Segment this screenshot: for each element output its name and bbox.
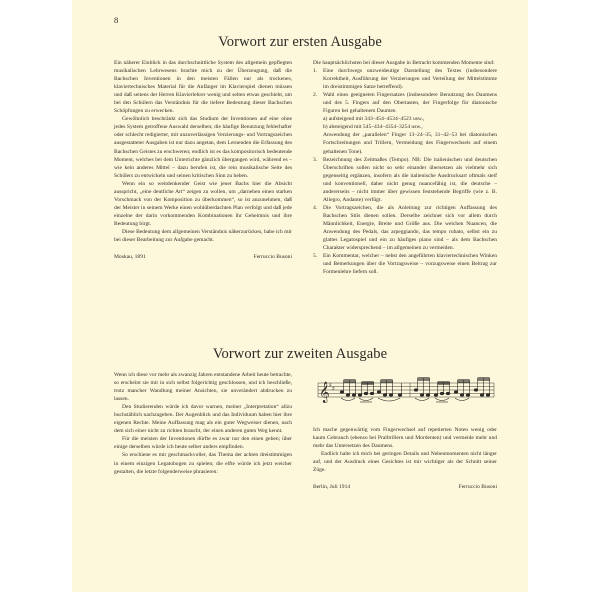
list-item <box>313 156 497 204</box>
svg-text:♯: ♯ <box>332 385 335 393</box>
list-intro: Die hauptsächlichsten bei dieser Ausgabe in Betracht kommenden Momente sind: <box>313 60 495 66</box>
page-number: 8 <box>114 15 119 25</box>
sub-item: b) absteigend mit 545–434–4354–3254 usw., <box>323 124 423 131</box>
list-number: 1. <box>313 68 318 75</box>
list-item <box>313 67 497 91</box>
music-notation-icon <box>316 374 498 408</box>
paragraph: Gewöhnlich beschränkt sich das Studium der Inventionen auf eine ohne jedes System getroffene Auswahl derselben; die häufige Benutzung fehlerhafter oder schlecht redigierter, mit unzuverlässigen Verzierungs- und Vortragszeichen ausgestatteter Ausgaben ist nur dazu angetan, dem Lernenden die Erfassung des Bachschen Geistes zu erschweren; endlich ist es das kompositorisch bedeutende Moment, welches bei dem Unterrichte gänzlich übergangen wird, während es – wie kein anderes Mittel – dazu berufen ist, die rein musikalische Seite des Schülers zu entwickeln und seinen kritischen Sinn zu heben. <box>114 116 292 179</box>
list-item <box>313 252 497 276</box>
list-number: 2. <box>313 92 318 99</box>
first-preface-left-column <box>114 59 292 261</box>
second-preface-title: Vorwort zur zweiten Ausgabe <box>212 346 388 362</box>
list-text-tail: Anwendung der „parallelen“ Finger 13–24–35, 31–42–53 bei diatonischen Fortschreitungen und Trillern, Vermeidung des Fingerwechsels auf einem gehaltenen Tone). <box>323 132 497 155</box>
book-page <box>72 0 528 592</box>
svg-text:𝄞: 𝄞 <box>319 382 330 403</box>
list-item <box>313 204 497 252</box>
paragraph: Wenn ich diese vor mehr als zwanzig Jahren entstandene Arbeit heute betrachte, so erscheint sie mir in sich selbst folgerichtig geschlossen, und ich beschließe, trotz mancher Wandlung meiner Ansichten, sie unverändert abdrucken zu lassen. <box>114 372 292 403</box>
list-text: Bezeichnung des Zeitmaßes (Tempo). NB: Die italienischen und deutschen Überschriften sollen nicht so sehr einander übersetzen als vielmehr sich gegenseitig ergänzen, insofern als die italienische Ausdrucksart oftmals steif und konventionell, daher nicht genug nuancefähig ist, die deutsche – andererseits – nicht immer über gewissen feststehende Begriffe (wie z. B. Allegro, Andante) verfügt. <box>323 156 497 203</box>
list-number: 3. <box>313 156 318 163</box>
paragraph: Den Studierenden würde ich davor warnen, meiner „Interpretation“ allzu buchstäblich nachzugeben. Der Augenblick und das Individuum haben hier ihre eigenen Rechte. Meine Auffassung mag als ein guter Wegweiser dienen, nach dem sich einer nicht zu richten braucht, der einen anderen guten Weg kennt. <box>114 404 292 435</box>
place-date: Moskau, 1891 <box>114 254 146 261</box>
second-preface-left-column <box>114 371 292 476</box>
paragraph: Für die meisten der Inventionen dürfte es zwar nur den einen geben; über einige derselben würde ich heute selber anders empfinden. <box>114 436 292 451</box>
paragraph: Ich mache gegenwärtig vom Fingerwechsel auf repetierten Noten wenig oder kaum Gebrauch (ebenso bei Pralltrillern und Mordenten) und vermeide mehr und mehr das Untersetzen des Daumens. <box>313 427 497 450</box>
paragraph: Ein näherer Einblick in das durchschnittliche System des allgemein gepflegten musikalischen Lehrwesens brachte mich zu der Überzeugung, daß die Bachschen Inventionen in den meisten Fällen nur als trockenes, klaviertechnisches Material für die Anfänger im Klavierspiel dienen müssen und daß seitens der Herren Klavierlehrer wenig und selten etwas geschieht, um bei den Schülern das Verständnis für die tiefere Bedeutung dieser Bachschen Schöpfungen zu erwecken. <box>114 60 292 115</box>
signature: Ferruccio Busoni <box>458 484 497 491</box>
first-preface-right-column <box>313 59 497 276</box>
paragraph: Endlich halte ich mich bei geringen Details und Nebenmomenten nicht länger auf, und der Ausdruck eines Gesichtes ist mir wichtiger als der Schnitt seiner Züge. <box>313 451 497 474</box>
signature: Ferruccio Busoni <box>253 254 292 261</box>
svg-text:♯: ♯ <box>329 382 332 389</box>
paragraph: So erschiene es mir geschmackvoller, das Thema der achten dreistimmigen in einem einzigen Legatobogen zu spielen; die elfte würde ich jetzt weicher gestalten, die letzte folgenderweise phrasieren: <box>114 452 292 475</box>
paragraph: Diese Bedeutung dem allgemeinen Verständnis näherzurücken, habe ich mir bei dieser Bearbeitung zur Aufgabe gemacht. <box>114 228 292 244</box>
list-text: Wahl eines geeigneten Fingersatzes (insbesondere Benutzung des Daumens und des 5. Fingers auf den Obertasten, der Fingerfolge für diatonische Figuren bei gehaltenem Daumen <box>323 92 497 115</box>
list-text: Eine durchwegs unzweideutige Darstellung des Textes (insbesondere Korrektheit, Ausführung der Verzierungen und Verteilung der Mittelstimme im dreistimmigen Satze betreffend). <box>323 68 497 91</box>
list-number: 5. <box>313 253 318 260</box>
paragraph: Wenn ein so weitdenkender Geist wie jener Bachs hier die Absicht ausspricht, „eine deutliche Art“ zeigen zu wollen, um „darneben einen starken Vorschmack von der Komposition zu überkommen“, so ist anzunehmen, daß der Meister in seinem Werke einen wohlüberdachten Plan verfolgt und daß jede einzelne der darin vorkommenden Kombinationen ihr Geheimnis und ihre Bedeutung birgt. <box>114 180 292 227</box>
signature-line <box>114 253 292 261</box>
points-list <box>313 67 497 276</box>
list-text: Die Vortragszeichen, die als Anleitung zur richtigen Auffassung des Bachschen Stils dienen sollen. Derselbe zeichnet sich vor allem durch Männlichkeit, Energie, Breite und Größe aus. Die weichen Nuancen, die Anwendung des Pedals, das arpeggiando, das tempo rubato, selbst ein zu glattes Legatospiel und ein zu häufiges piano sind – als dem Bachschen Charakter widersprechend – im allgemeinen zu vermeiden. <box>323 204 497 252</box>
sub-item: a) aufsteigend mit 343–454–4534–4523 usw., <box>323 116 425 123</box>
place-date: Berlin, Juli 1914 <box>313 484 351 491</box>
list-number: 4. <box>313 204 318 211</box>
signature-line <box>313 483 497 491</box>
list-item <box>313 91 497 155</box>
first-preface-title: Vorwort zur ersten Ausgabe <box>218 34 382 50</box>
second-preface-right-column <box>313 426 497 491</box>
list-text: Ein Kommentar, welcher – nebst den angeführten klaviertechnischen Winken und Bemerkungen über die Vortragsweise – vorzugsweise einen Beitrag zur Formenlehre liefern soll. <box>323 253 497 276</box>
